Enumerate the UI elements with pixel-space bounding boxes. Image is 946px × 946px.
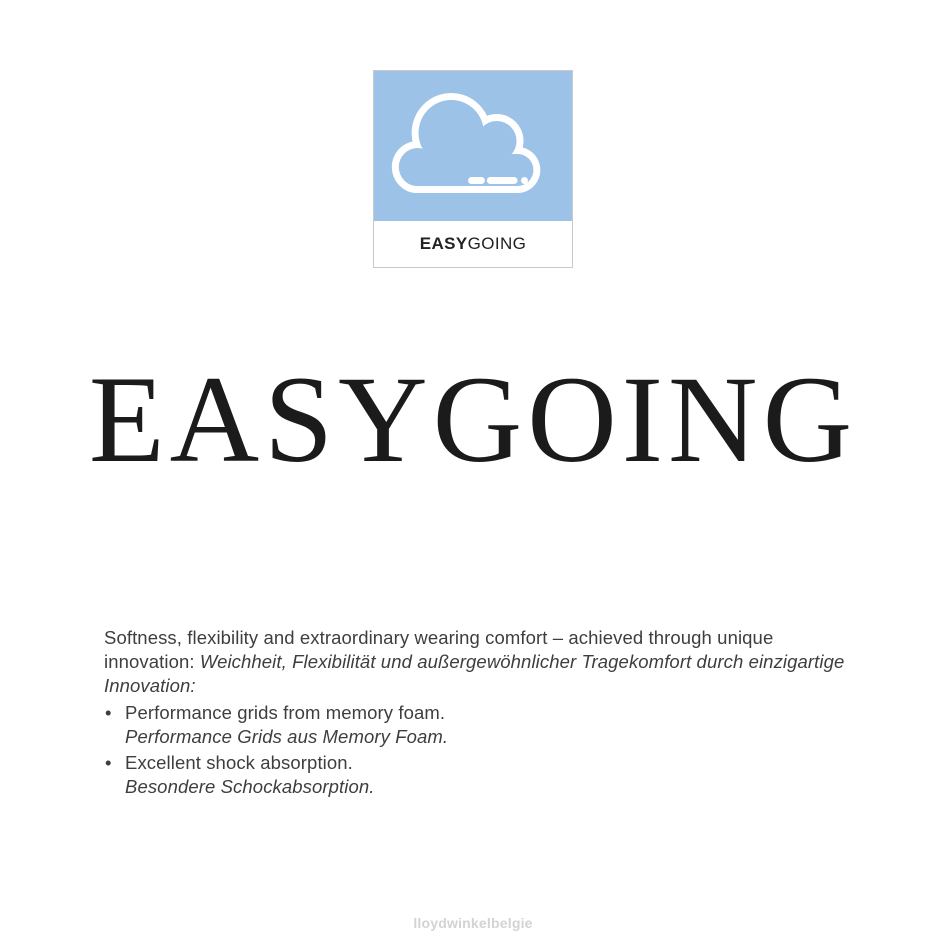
watermark-text: lloydwinkelbelgie [413, 915, 533, 931]
cloud-icon [374, 71, 572, 221]
bullet-text-en: Performance grids from memory foam. [125, 702, 446, 723]
bullet-text-de: Performance Grids aus Memory Foam. [125, 726, 449, 747]
bullet-text-de: Besondere Schockabsorption. [125, 776, 375, 797]
feature-bullet-list [104, 701, 864, 799]
badge-icon-area [374, 71, 572, 221]
description-intro [104, 626, 864, 698]
bullet-text-en: Excellent shock absorption. [125, 752, 353, 773]
list-item [104, 751, 864, 799]
badge-label-bold: EASY [419, 234, 468, 253]
description-intro-de: Weichheit, Flexibilität und außergewöhnlicher Tragekomfort durch einzigartige Innovation: [104, 651, 845, 696]
list-item [104, 701, 864, 749]
badge-label-rest: GOING [467, 234, 527, 253]
page-title: EASYGOING [88, 351, 858, 488]
product-description [104, 626, 864, 799]
description-intro-en: Softness, flexibility and extraordinary wearing comfort – achieved through unique innovation: [104, 627, 774, 672]
badge-label [374, 221, 572, 267]
easygoing-badge [373, 70, 573, 268]
